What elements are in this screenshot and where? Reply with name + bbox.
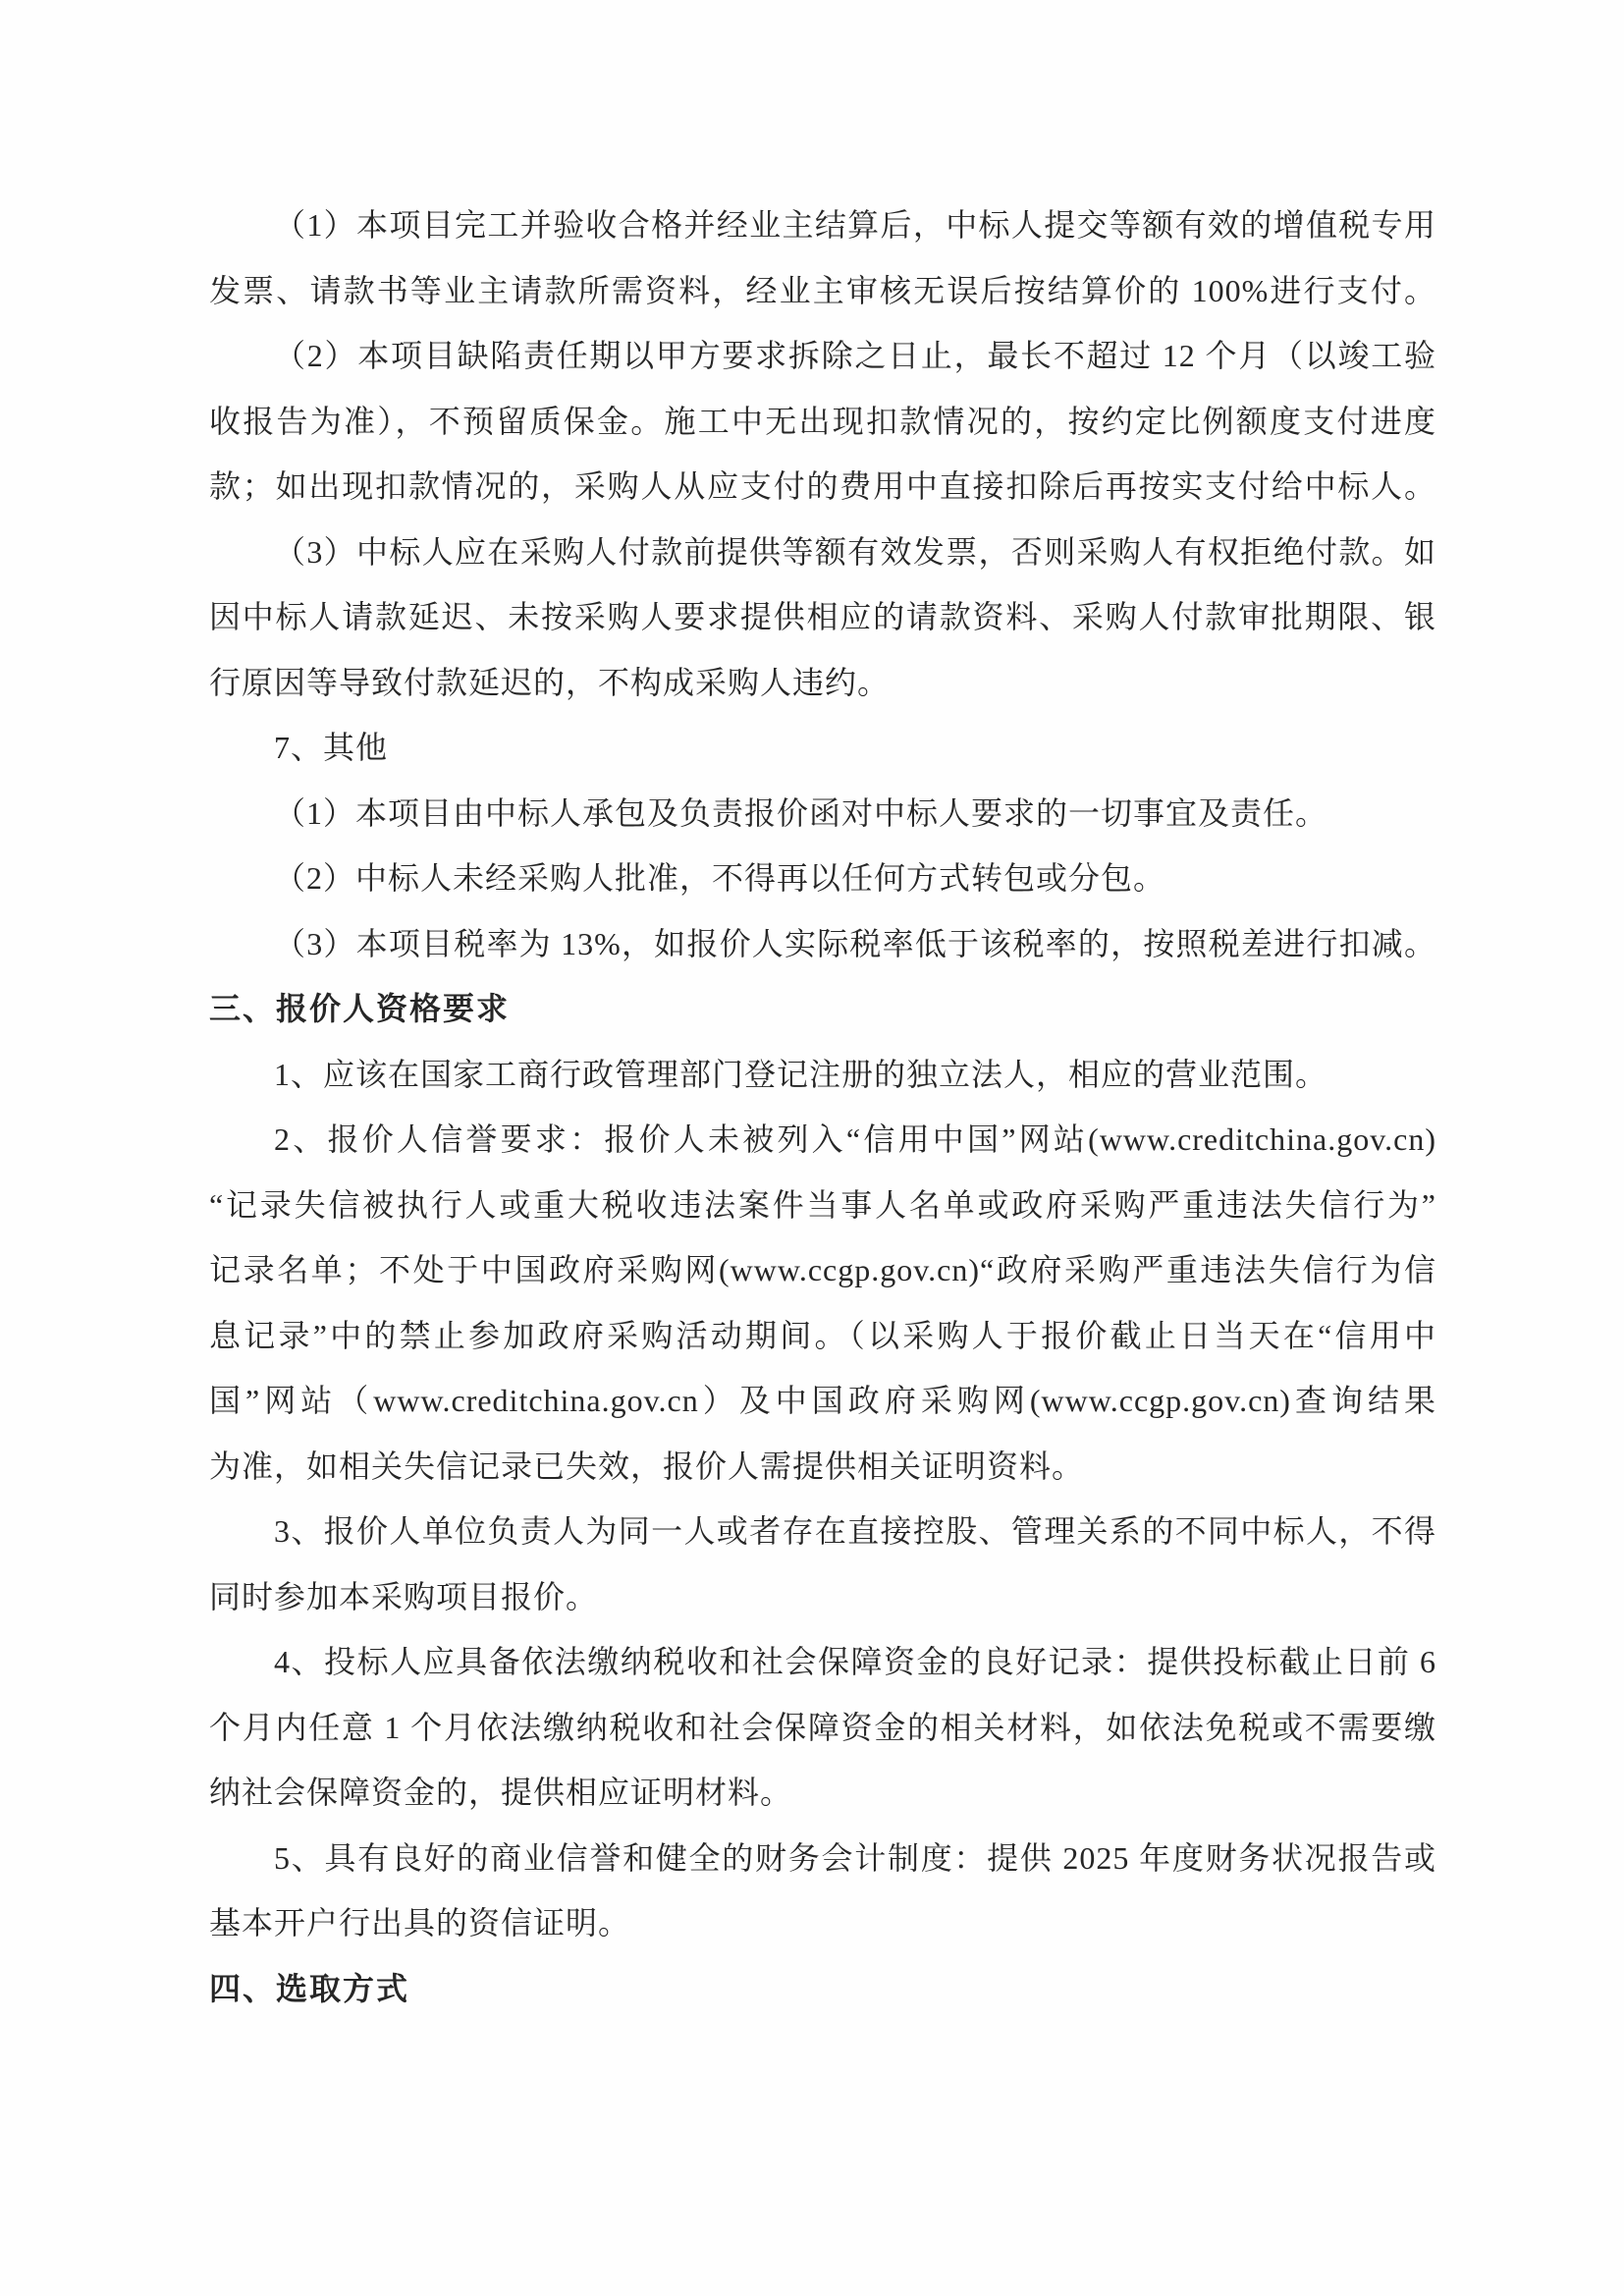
text-line: 发票、请款书等业主请款所需资料，经业主审核无误后按结算价的 100%进行支付。 (209, 272, 1436, 308)
text-line: （3）中标人应在采购人付款前提供等额有效发票，否则采购人有权拒绝付款。如 (274, 533, 1436, 570)
text-line: 收报告为准），不预留质保金。施工中无出现扣款情况的，按约定比例额度支付进度 (209, 403, 1436, 439)
text-line: （1）本项目由中标人承包及负责报价函对中标人要求的一切事宜及责任。 (274, 794, 1328, 831)
text-line: 5、具有良好的商业信誉和健全的财务会计制度：提供 2025 年度财务状况报告或 (274, 1839, 1436, 1876)
text-line: 记录名单；不处于中国政府采购网(www.ccgp.gov.cn)“政府采购严重违法失信行为信 (209, 1252, 1436, 1287)
text-line: 个月内任意 1 个月依法缴纳税收和社会保障资金的相关材料，如依法免税或不需要缴 (209, 1709, 1436, 1745)
text-line: 款；如出现扣款情况的，采购人从应支付的费用中直接扣除后再按实支付给中标人。 (209, 468, 1436, 504)
text-line: 为准，如相关失信记录已失效，报价人需提供相关证明资料。 (209, 1448, 1085, 1484)
text-line: （2）本项目缺陷责任期以甲方要求拆除之日止，最长不超过 12 个月（以竣工验 (274, 338, 1436, 373)
text-line: 息记录”中的禁止参加政府采购活动期间。（以采购人于报价截止日当天在“信用中 (209, 1317, 1436, 1353)
text-line: （2）中标人未经采购人批准，不得再以任何方式转包或分包。 (274, 860, 1166, 896)
text-line: 因中标人请款延迟、未按采购人要求提供相应的请款资料、采购人付款审批期限、银 (209, 599, 1436, 634)
text-line: 4、投标人应具备依法缴纳税收和社会保障资金的良好记录：提供投标截止日前 6 (274, 1644, 1436, 1679)
text-line: 行原因等导致付款延迟的，不构成采购人违约。 (209, 664, 891, 700)
text-line: 1、应该在国家工商行政管理部门登记注册的独立法人，相应的营业范围。 (274, 1056, 1328, 1092)
text-line: 同时参加本采购项目报价。 (209, 1578, 599, 1614)
text-line: （1）本项目完工并验收合格并经业主结算后，中标人提交等额有效的增值税专用 (274, 207, 1436, 243)
text-line: 3、报价人单位负责人为同一人或者存在直接控股、管理关系的不同中标人，不得 (274, 1513, 1436, 1549)
text-line: 纳社会保障资金的，提供相应证明材料。 (209, 1775, 793, 1810)
text-line: 2、报价人信誉要求：报价人未被列入“信用中国”网站(www.creditchina.gov.cn) (274, 1121, 1436, 1157)
section-heading: 四、选取方式 (209, 1970, 410, 2006)
text-line: “记录失信被执行人或重大税收违法案件当事人名单或政府采购严重违法失信行为” (209, 1186, 1436, 1223)
text-line: 7、其他 (274, 730, 389, 765)
text-line: 国”网站（www.creditchina.gov.cn）及中国政府采购网(www.ccgp.gov.cn)查询结果 (209, 1383, 1436, 1418)
text-line: 基本开户行出具的资信证明。 (209, 1905, 631, 1941)
text-line: （3）本项目税率为 13%，如报价人实际税率低于该税率的，按照税差进行扣减。 (274, 925, 1436, 961)
section-heading: 三、报价人资格要求 (209, 991, 511, 1026)
document-body (209, 192, 1436, 2021)
